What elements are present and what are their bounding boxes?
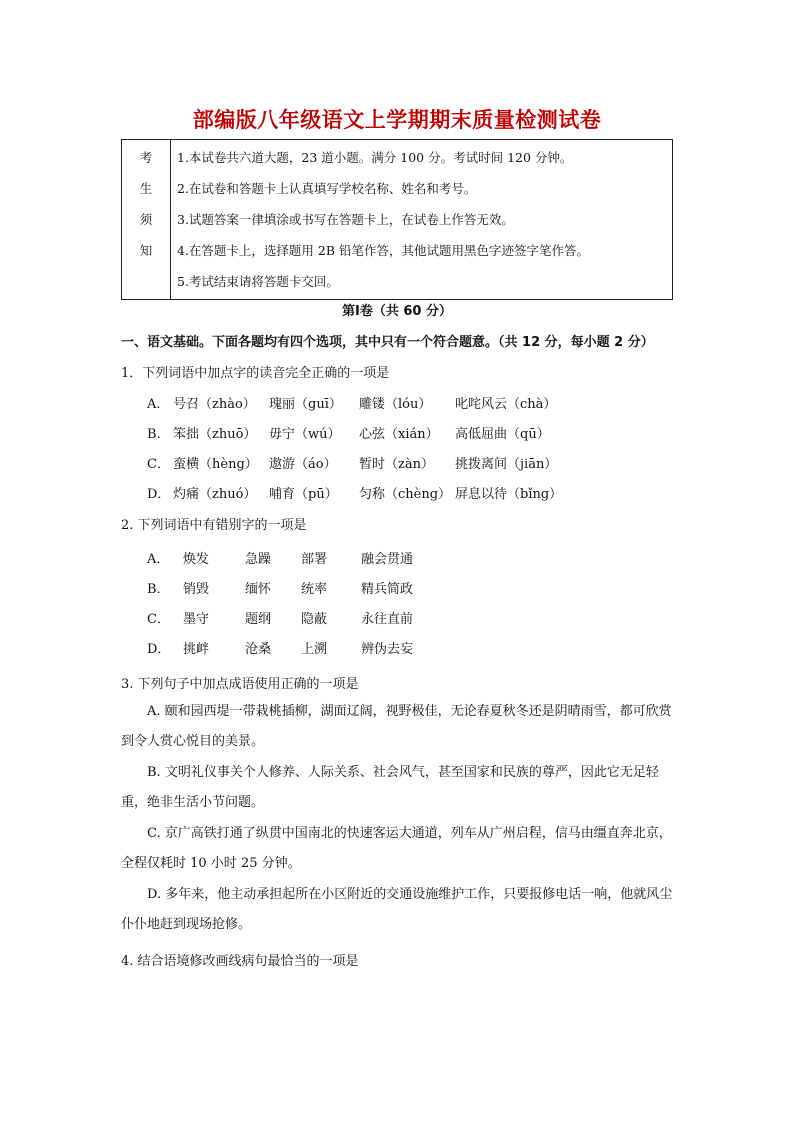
option-letter: B． bbox=[147, 582, 170, 597]
option-word: 心弦（xián） bbox=[359, 427, 439, 442]
option-letter: C． bbox=[147, 612, 170, 627]
option-word: 挑拨离间（jiān） bbox=[455, 457, 558, 472]
option-word: 遨游（áo） bbox=[269, 457, 337, 472]
option-word: 辨伪去妄 bbox=[361, 642, 414, 657]
option-word: 灼痛（zhuó） bbox=[173, 487, 257, 502]
option-word: 焕发 bbox=[183, 552, 210, 567]
q2-option-d bbox=[147, 638, 413, 657]
q3-option-c: C. 京广高铁打通了纵贯中国南北的快速客运大通道，列车从广州启程，信马由缰直奔北京，全程仅耗时 10 小时 25 分钟。 bbox=[121, 826, 672, 871]
notice-item: 3.试题答案一律填涂或书写在答题卡上，在试卷上作答无效。 bbox=[177, 212, 514, 227]
option-word: 融会贯通 bbox=[361, 552, 414, 567]
option-word: 屏息以待（bǐng） bbox=[455, 487, 563, 502]
q2-option-b bbox=[147, 578, 413, 597]
notice-label bbox=[122, 140, 171, 300]
q2-option-c bbox=[147, 608, 413, 627]
option-word: 号召（zhào） bbox=[173, 397, 256, 412]
q1-option-c bbox=[147, 453, 557, 472]
option-word: 沧桑 bbox=[245, 642, 272, 657]
page-title: 部编版八年级语文上学期期末质量检测试卷 bbox=[192, 108, 602, 132]
option-word: 永往直前 bbox=[361, 612, 414, 627]
q2-option-a bbox=[147, 548, 413, 567]
option-word: 雕镂（lóu） bbox=[359, 397, 432, 412]
volume-title: 第Ⅰ卷（共 60 分） bbox=[342, 304, 452, 319]
option-letter: D． bbox=[147, 487, 171, 502]
option-letter: D． bbox=[147, 642, 171, 657]
notice-items bbox=[171, 140, 673, 300]
option-word: 笨拙（zhuō） bbox=[173, 427, 257, 442]
option-word: 上溯 bbox=[301, 642, 328, 657]
q1-option-b bbox=[147, 423, 550, 442]
notice-item: 4.在答题卡上，选择题用 2B 铅笔作答，其他试题用黑色字迹签字笔作答。 bbox=[177, 243, 590, 258]
option-word: 蛮横（hèng） bbox=[173, 457, 258, 472]
option-word: 哺育（pū） bbox=[269, 487, 338, 502]
option-word: 挑衅 bbox=[183, 642, 210, 657]
option-word: 部署 bbox=[301, 552, 328, 567]
option-letter: B. bbox=[147, 427, 161, 442]
option-word: 毋宁（wú） bbox=[269, 427, 341, 442]
notice-label-char: 须 bbox=[139, 212, 153, 227]
notice-item: 5.考试结束请将答题卡交回。 bbox=[177, 274, 339, 289]
notice-item: 2.在试卷和答题卡上认真填写学校名称、姓名和考号。 bbox=[177, 181, 477, 196]
option-word: 叱咤风云（chà） bbox=[455, 397, 557, 412]
question-4-stem: 4. 结合语境修改画线病句最恰当的一项是 bbox=[121, 954, 359, 969]
q3-option-d: D. 多年来，他主动承担起所在小区附近的交通设施维护工作，只要报修电话一响，他就风尘仆仆地赶到现场抢修。 bbox=[121, 887, 673, 932]
q3-option-a: A. 颐和园西堤一带栽桃插柳，湖面辽阔，视野极佳，无论春夏秋冬还是阴晴雨雪，都可欣赏到令人赏心悦目的美景。 bbox=[121, 704, 672, 749]
notice-label-char: 生 bbox=[139, 181, 153, 196]
section-heading: 一、语文基础。下面各题均有四个选项，其中只有一个符合题意。（共 12 分，每小题 2 分） bbox=[121, 335, 654, 350]
option-word: 瑰丽（guī） bbox=[269, 397, 342, 412]
q1-option-d bbox=[147, 483, 562, 502]
question-3-stem: 3. 下列句子中加点成语使用正确的一项是 bbox=[121, 677, 359, 692]
option-word: 精兵简政 bbox=[361, 582, 414, 597]
option-word: 统率 bbox=[301, 582, 328, 597]
question-1-stem: 1．下列词语中加点字的读音完全正确的一项是 bbox=[121, 366, 390, 381]
exam-notice-table bbox=[121, 139, 673, 300]
option-word: 暂时（zàn） bbox=[359, 457, 434, 472]
question-2-stem: 2. 下列词语中有错别字的一项是 bbox=[121, 518, 307, 533]
option-word: 匀称（chèng） bbox=[359, 487, 452, 502]
option-letter: A. bbox=[147, 397, 161, 412]
option-letter: A． bbox=[147, 552, 170, 567]
option-word: 墨守 bbox=[183, 612, 210, 627]
notice-label-char: 知 bbox=[139, 243, 153, 258]
option-word: 题纲 bbox=[245, 612, 272, 627]
option-word: 销毁 bbox=[183, 582, 210, 597]
option-letter: C． bbox=[147, 457, 170, 472]
q3-option-b: B. 文明礼仪事关个人修养、人际关系、社会风气，甚至国家和民族的尊严，因此它无足轻重，绝非生活小节问题。 bbox=[121, 765, 659, 810]
notice-label-char: 考 bbox=[139, 150, 153, 165]
notice-item: 1.本试卷共六道大题，23 道小题。满分 100 分。考试时间 120 分钟。 bbox=[177, 150, 573, 165]
option-word: 急躁 bbox=[245, 552, 272, 567]
option-word: 缅怀 bbox=[245, 582, 272, 597]
q1-option-a bbox=[147, 393, 556, 412]
option-word: 隐蔽 bbox=[301, 612, 328, 627]
option-word: 高低屈曲（qū） bbox=[455, 427, 550, 442]
